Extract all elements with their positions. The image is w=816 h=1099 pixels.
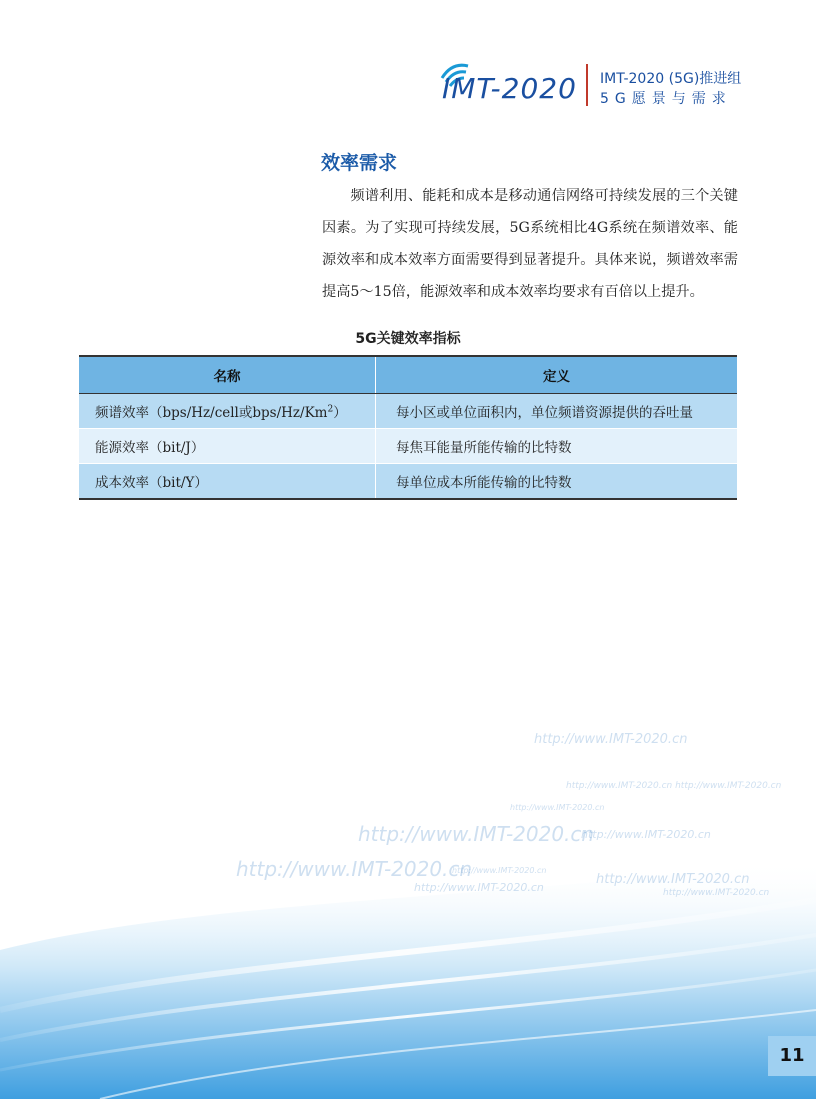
watermark: http://www.IMT-2020.cn [534, 732, 688, 747]
header-doc-title: 5G愿景与需求 [600, 91, 732, 107]
table-cell-definition: 每焦耳能量所能传输的比特数 [376, 429, 738, 464]
page-number: 11 [768, 1036, 816, 1076]
table-cell-name: 成本效率（bit/Y） [79, 464, 376, 500]
table-cell-name: 频谱效率（bps/Hz/cell或bps/Hz/Km$^2$） [79, 394, 376, 429]
watermark: http://www.IMT-2020.cn http://www.IMT-2020.cn [566, 781, 782, 791]
section-title: 效率需求 [321, 152, 398, 174]
imt2020-logo [436, 58, 586, 110]
table-row [79, 429, 737, 464]
table-row [79, 394, 737, 429]
watermark: http://www.IMT-2020.cn [663, 888, 770, 898]
logo-text: IMT-2020 [442, 72, 577, 105]
table-cell-definition: 每单位成本所能传输的比特数 [376, 464, 738, 500]
watermark: http://www.IMT-2020.cn [358, 822, 595, 846]
watermark: http://www.IMT-2020.cn [596, 872, 750, 887]
table-cell-definition: 每小区或单位面积内，单位频谱资源提供的吞吐量 [376, 394, 738, 429]
table-row [79, 464, 737, 500]
watermark: http://www.IMT-2020.cn [510, 803, 605, 812]
watermark: http://www.IMT-2020.cn [581, 828, 711, 841]
watermark: http://www.IMT-2020.cn [452, 866, 547, 875]
table-caption: 5G关键效率指标 [355, 331, 461, 347]
table-cell-name: 能源效率（bit/J） [79, 429, 376, 464]
table-header-row [79, 356, 737, 394]
header-divider [586, 64, 588, 106]
watermark: http://www.IMT-2020.cn [236, 857, 473, 881]
table-header-definition: 定义 [376, 356, 738, 394]
section-paragraph: 频谱利用、能耗和成本是移动通信网络可持续发展的三个关键因素。为了实现可持续发展，5G系统相比4G系统在频谱效率、能源效率和成本效率方面需要得到显著提升。具体来说，频谱效率需提高5～15倍，能源效率和成本效率均要求有百倍以上提升。 [322, 188, 738, 300]
watermark: http://www.IMT-2020.cn [414, 881, 544, 894]
table-header-name: 名称 [79, 356, 376, 394]
efficiency-metrics-table [79, 355, 737, 500]
page-header [436, 58, 756, 114]
header-org-name: IMT-2020 (5G)推进组 [600, 71, 742, 87]
